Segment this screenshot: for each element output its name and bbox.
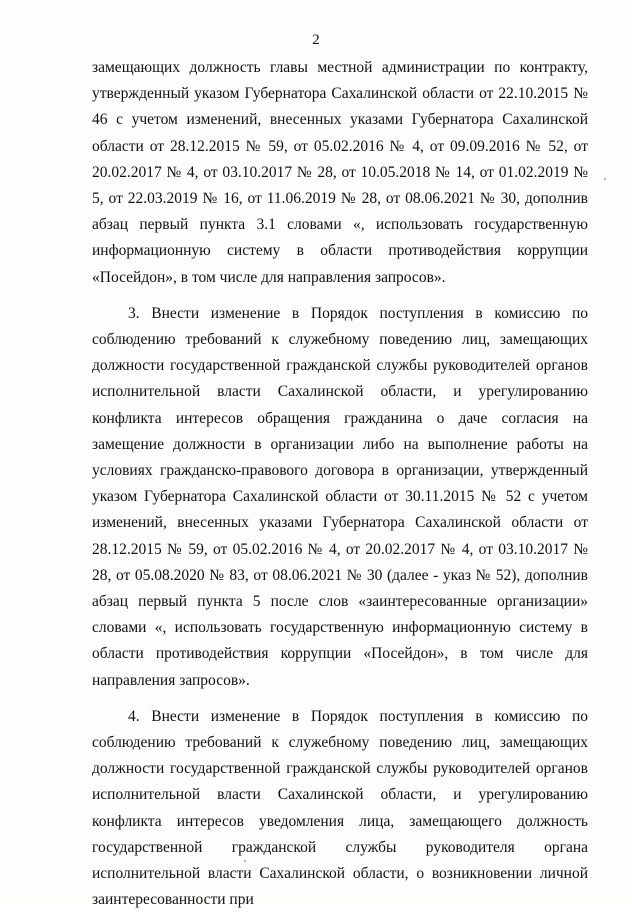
scan-speck <box>604 178 606 180</box>
page-number: 2 <box>312 32 320 48</box>
scan-speck <box>244 860 246 862</box>
paragraph-item-3: 3. Внести изменение в Порядок поступления в комиссию по соблюдению требований к служебному поведению лиц, замещающих должности государственной гражданской службы руководителей органов исполнительной власти Сахалинской области, и урегулированию конфликта интересов обращения гражданина о даче согласия на замещение должности в организации либо на выполнение работы на условиях гражданско-правового договора в организации, утвержденный указом Губернатора Сахалинской области от 30.11.2015 № 52 с учетом изменений, внесенных указами Губернатора Сахалинской области от 28.12.2015 № 59, от 05.02.2016 № 4, от 20.02.2017 № 4, от 03.10.2017 № 28, от 05.08.2020 № 83, от 08.06.2021 № 30 (далее - указ № 52), дополнив абзац первый пункта 5 после слов «заинтересованные организации» словами «, использовать государственную информационную систему в области противодействия коррупции «Посейдон», в том числе для направления запросов». <box>92 304 588 689</box>
paragraph-item-4: 4. Внести изменение в Порядок поступления в комиссию по соблюдению требований к служебному поведению лиц, замещающих должности государственной гражданской службы руководителей органов исполнительной власти Сахалинской области, и урегулированию конфликта интересов уведомления лица, замещающего должность государственной гражданской службы руководителя органа исполнительной власти Сахалинской области, о возникновении личной заинтересованности при <box>92 707 588 909</box>
document-body <box>92 55 588 914</box>
paragraph-continuation: замещающих должность главы местной администрации по контракту, утвержденный указом Губернатора Сахалинской области от 22.10.2015 № 46 с учетом изменений, внесенных указами Губернатора Сахалинской области от 28.12.2015 № 59, от 05.02.2016 № 4, от 09.09.2016 № 52, от 20.02.2017 № 4, от 03.10.2017 № 28, от 10.05.2018 № 14, от 01.02.2019 № 5, от 22.03.2019 № 16, от 11.06.2019 № 28, от 08.06.2021 № 30, дополнив абзац первый пункта 3.1 словами «, использовать государственную информационную систему в области противодействия коррупции «Посейдон», в том числе для направления запросов». <box>92 59 588 286</box>
